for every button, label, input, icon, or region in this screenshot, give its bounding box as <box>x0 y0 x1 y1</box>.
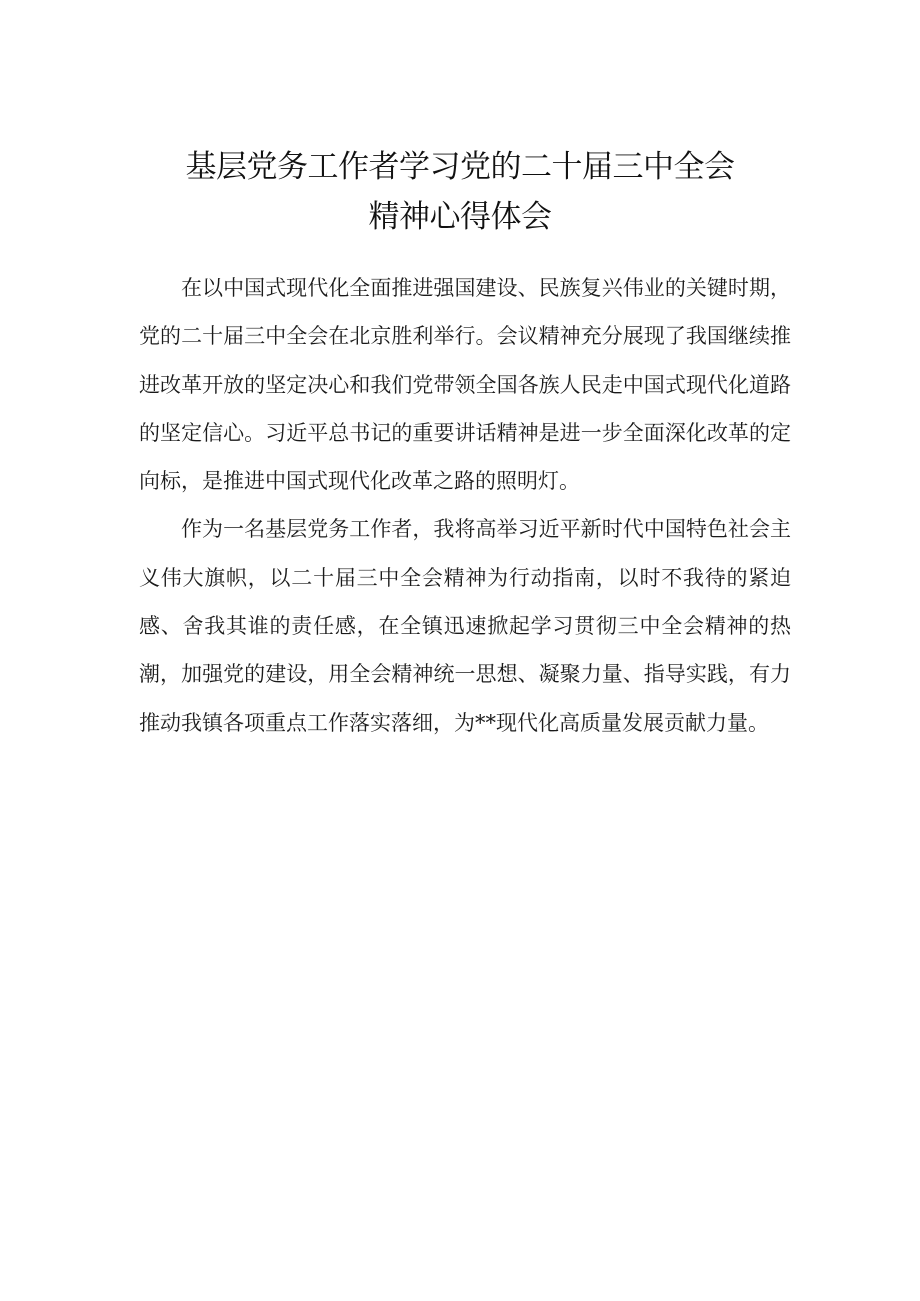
title-line-2: 精神心得体会 <box>368 199 552 235</box>
document-body <box>139 264 791 747</box>
paragraph-2: 作为一名基层党务工作者，我将高举习近平新时代中国特色社会主义伟大旗帜，以二十届三中全会精神为行动指南，以时不我待的紧迫感、舍我其谁的责任感，在全镇迅速掀起学习贯彻三中全会精神的热潮，加强党的建设，用全会精神统一思想、凝聚力量、指导实践，有力推动我镇各项重点工作落实落细，为**现代化高质量发展贡献力量。 <box>139 517 791 735</box>
document-title <box>100 142 820 242</box>
title-line-1: 基层党务工作者学习党的二十届三中全会 <box>185 149 735 185</box>
paragraph-1: 在以中国式现代化全面推进强国建设、民族复兴伟业的关键时期，党的二十届三中全会在北京胜利举行。会议精神充分展现了我国继续推进改革开放的坚定决心和我们党带领全国各族人民走中国式现代化道路的坚定信心。习近平总书记的重要讲话精神是进一步全面深化改革的定向标，是推进中国式现代化改革之路的照明灯。 <box>139 276 791 494</box>
